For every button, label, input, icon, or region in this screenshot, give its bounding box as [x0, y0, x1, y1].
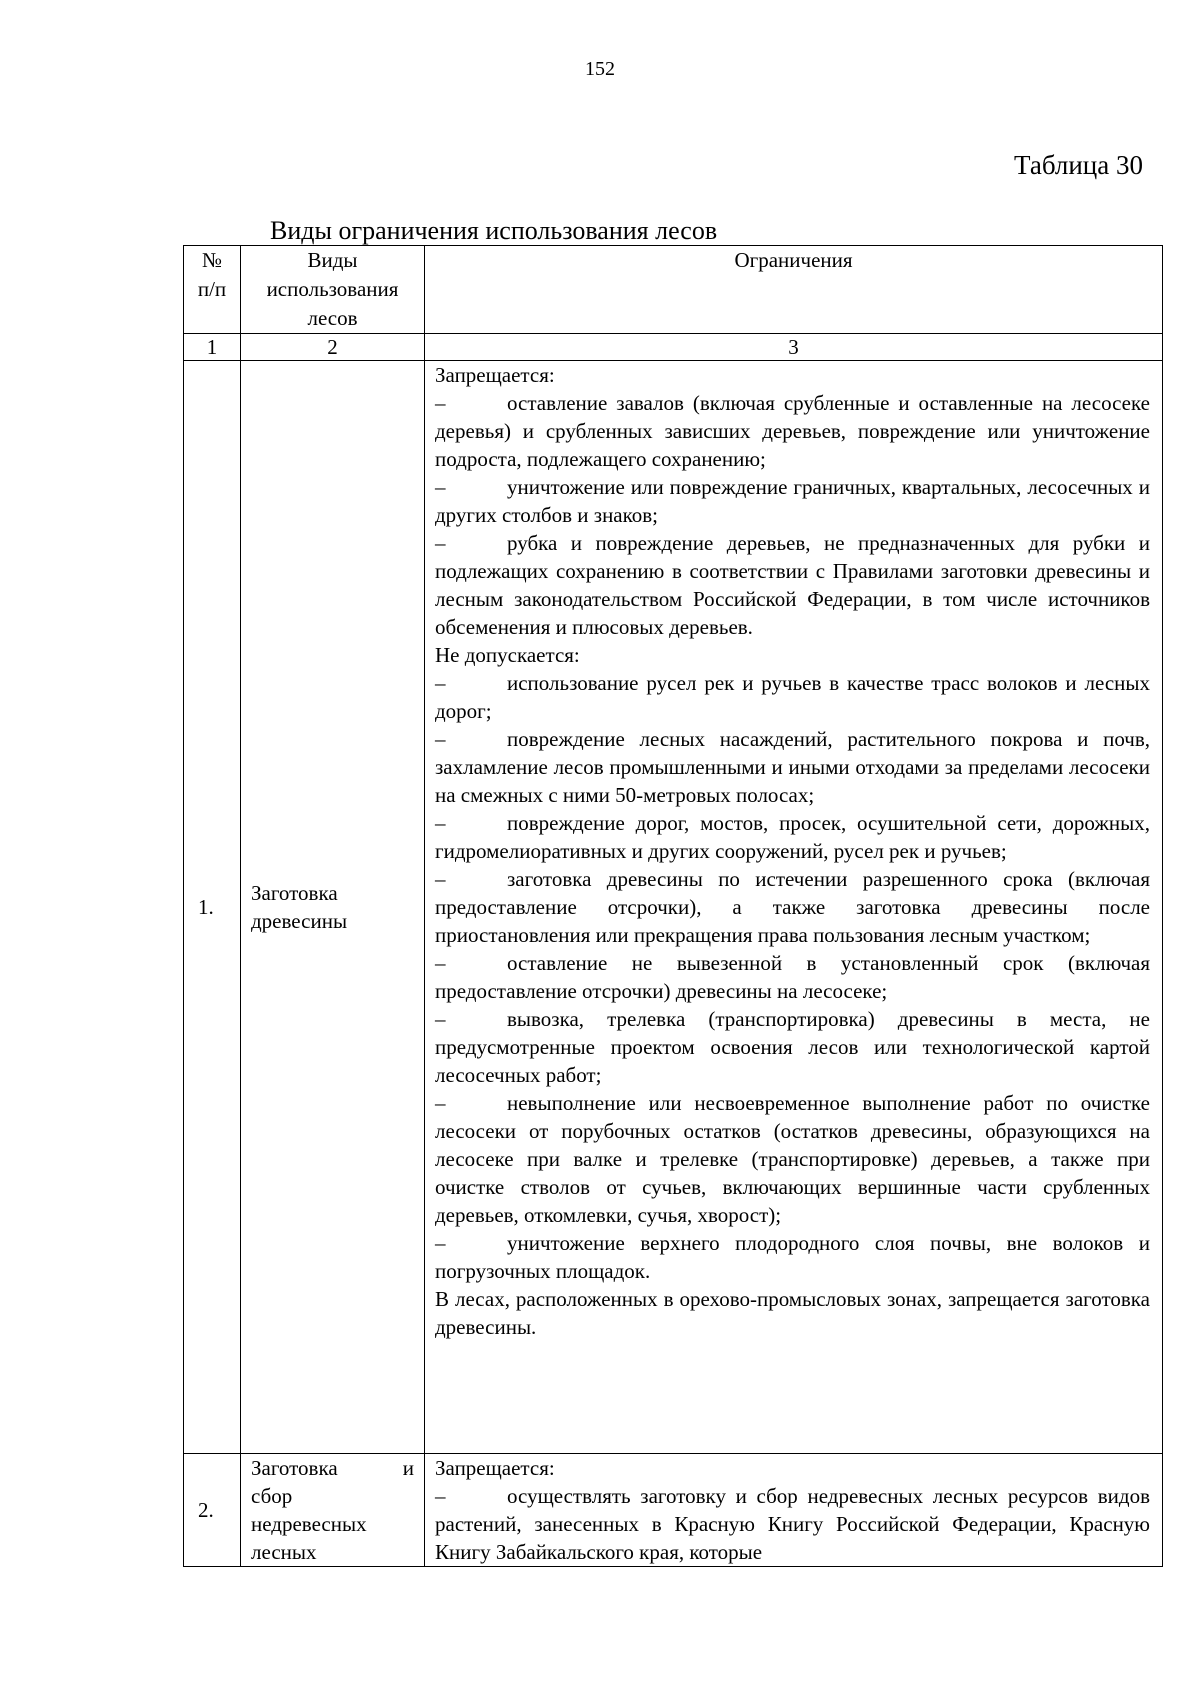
dash-marker: – [435, 1007, 446, 1031]
restriction-item [435, 669, 1150, 725]
row-use-type [241, 361, 425, 1454]
restriction-heading: Не допускается: [435, 643, 580, 667]
restriction-item [435, 389, 1150, 473]
restriction-heading: В лесах, расположенных в орехово-промысловых зонах, запрещается заготовка древесины. [435, 1287, 1150, 1339]
dash-marker: – [435, 1231, 446, 1255]
dash-marker: – [435, 391, 446, 415]
header-num [184, 246, 241, 334]
table-row [184, 361, 1163, 1454]
row-number: 2. [184, 1454, 241, 1567]
dash-marker: – [435, 727, 446, 751]
use-type-line: Заготовка и [251, 1456, 414, 1480]
restriction-text: уничтожение верхнего плодородного слоя почвы, вне волоков и погрузочных площадок. [435, 1231, 1150, 1283]
restriction-item [435, 1482, 1150, 1566]
restriction-item [435, 529, 1150, 641]
restriction-item [435, 1089, 1150, 1229]
restriction-item [435, 473, 1150, 529]
restriction-text: вывозка, трелевка (транспортировка) древесины в места, не предусмотренные проектом освоения лесов или технологической картой лесосечных работ; [435, 1007, 1150, 1087]
table-row [184, 1454, 1163, 1567]
table-header-row [184, 246, 1163, 334]
dash-marker: – [435, 867, 446, 891]
column-number-row [184, 334, 1163, 361]
restriction-item [435, 1229, 1150, 1285]
dash-marker: – [435, 951, 446, 975]
restriction-text: заготовка древесины по истечении разрешенного срока (включая предоставление отсрочки), а также заготовка древесины после приостановления или прекращения права пользования лесным участком; [435, 867, 1150, 947]
column-number: 2 [241, 334, 425, 361]
restriction-item [435, 865, 1150, 949]
row-number: 1. [184, 361, 241, 1454]
use-type-line: Заготовка [251, 881, 338, 905]
page-number: 152 [585, 58, 615, 80]
restriction-text: невыполнение или несвоевременное выполнение работ по очистке лесосеки от порубочных остатков (остатков древесины, образующихся на лесосеке при валке и трелевке (транспортировке) деревьев, а также при очистке стволов от сучьев, включающих вершинные части срубленных деревьев, откомлевки, сучья, хворост); [435, 1091, 1150, 1227]
header-type [241, 246, 425, 334]
row-restrictions [425, 1454, 1163, 1567]
dash-marker: – [435, 1091, 446, 1115]
restriction-heading: Запрещается: [435, 1456, 555, 1480]
restriction-text: повреждение дорог, мостов, просек, осушительной сети, дорожных, гидромелиоративных и других сооружений, русел рек и ручьев; [435, 811, 1150, 863]
dash-marker: – [435, 531, 446, 555]
restriction-text: уничтожение или повреждение граничных, квартальных, лесосечных и других столбов и знаков; [435, 475, 1150, 527]
header-restrictions: Ограничения [425, 246, 1163, 334]
header-type-line: использования [266, 277, 399, 301]
restriction-item [435, 809, 1150, 865]
use-type-line: сбор [251, 1484, 293, 1508]
use-type-line: лесных [251, 1540, 317, 1564]
dash-marker: – [435, 671, 446, 695]
column-number: 3 [425, 334, 1163, 361]
restriction-text: оставление завалов (включая срубленные и оставленные на лесосеке деревья) и срубленных зависших деревьев, повреждение или уничтожение подроста, подлежащего сохранению; [435, 391, 1150, 471]
restriction-item [435, 1005, 1150, 1089]
header-type-line: лесов [307, 306, 358, 330]
header-num-line: п/п [197, 277, 227, 301]
table-label: Таблица 30 [1014, 150, 1143, 180]
use-type-line: недревесных [251, 1512, 367, 1536]
table-caption: Виды ограничения использования лесов [270, 216, 718, 245]
restriction-item [435, 725, 1150, 809]
header-num-line: № [201, 248, 223, 272]
restriction-text: использование русел рек и ручьев в качестве трасс волоков и лесных дорог; [435, 671, 1150, 723]
column-number: 1 [184, 334, 241, 361]
restriction-text: оставление не вывезенной в установленный срок (включая предоставление отсрочки) древесины на лесосеке; [435, 951, 1150, 1003]
restriction-text: рубка и повреждение деревьев, не предназначенных для рубки и подлежащих сохранению в соответствии с Правилами заготовки древесины и лесным законодательством Российской Федерации, в том числе источников обсеменения и плюсовых деревьев. [435, 531, 1150, 639]
use-type-line: древесины [251, 909, 348, 933]
restriction-text: осуществлять заготовку и сбор недревесных лесных ресурсов видов растений, занесенных в Красную Книгу Российской Федерации, Красную Книгу Забайкальского края, которые [435, 1484, 1150, 1564]
restriction-text: повреждение лесных насаждений, растительного покрова и почв, захламление лесов промышленными и иными отходами за пределами лесосеки на смежных с ними 50-метровых полосах; [435, 727, 1150, 807]
dash-marker: – [435, 475, 446, 499]
restrictions-table [183, 245, 1163, 1567]
restriction-item [435, 949, 1150, 1005]
restriction-heading: Запрещается: [435, 363, 555, 387]
dash-marker: – [435, 1484, 446, 1508]
row-restrictions [425, 361, 1163, 1454]
row-use-type [241, 1454, 425, 1567]
header-type-line: Виды [307, 248, 358, 272]
dash-marker: – [435, 811, 446, 835]
